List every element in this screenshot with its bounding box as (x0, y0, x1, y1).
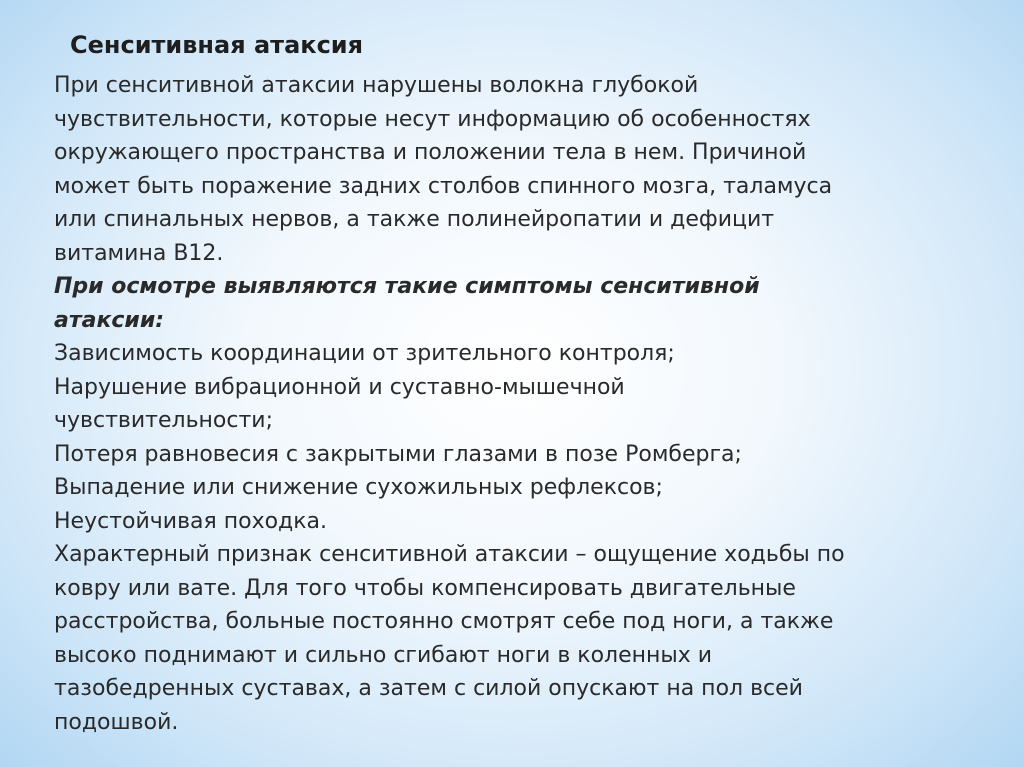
conclusion-line: ковру или вате. Для того чтобы компенсировать двигательные (54, 575, 796, 601)
symptom-line: Потеря равновесия с закрытыми глазами в позе Ромберга; (54, 441, 742, 467)
intro-line: или спинальных нервов, а также полинейропатии и дефицит (54, 207, 775, 232)
symptom-line: Зависимость координации от зрительного контроля; (54, 341, 675, 366)
symptom-line: чувствительности; (54, 408, 274, 433)
symptom-line: Нарушение вибрационной и суставно-мышечной (54, 374, 625, 400)
slide-title: Сенситивная атаксия (70, 31, 364, 59)
symptoms-heading-line: При осмотре выявляются такие симптомы сенситивной (54, 274, 760, 299)
intro-line: При сенситивной атаксии нарушены волокна глубокой (54, 73, 699, 98)
conclusion-line: подошвой. (54, 709, 179, 735)
slide-body (54, 69, 954, 739)
symptom-line: Выпадение или снижение сухожильных рефлексов; (54, 475, 663, 500)
intro-line: витамина В12. (54, 240, 224, 266)
intro-line: чувствительности, которые несут информацию об особенностях (54, 106, 811, 132)
intro-line: может быть поражение задних столбов спинного мозга, таламуса (54, 173, 833, 199)
intro-line: окружающего пространства и положении тела в нем. Причиной (54, 140, 807, 165)
symptoms-heading-line: атаксии: (54, 307, 165, 333)
conclusion-line: тазобедренных суставах, а затем с силой опускают на пол всей (54, 676, 803, 701)
symptom-line: Неустойчивая походка. (54, 508, 328, 534)
conclusion-line: высоко поднимают и сильно сгибают ноги в коленных и (54, 642, 713, 668)
conclusion-line: Характерный признак сенситивной атаксии – ощущение ходьбы по (54, 542, 845, 567)
conclusion-line: расстройства, больные постоянно смотрят себе под ноги, а также (54, 609, 834, 634)
